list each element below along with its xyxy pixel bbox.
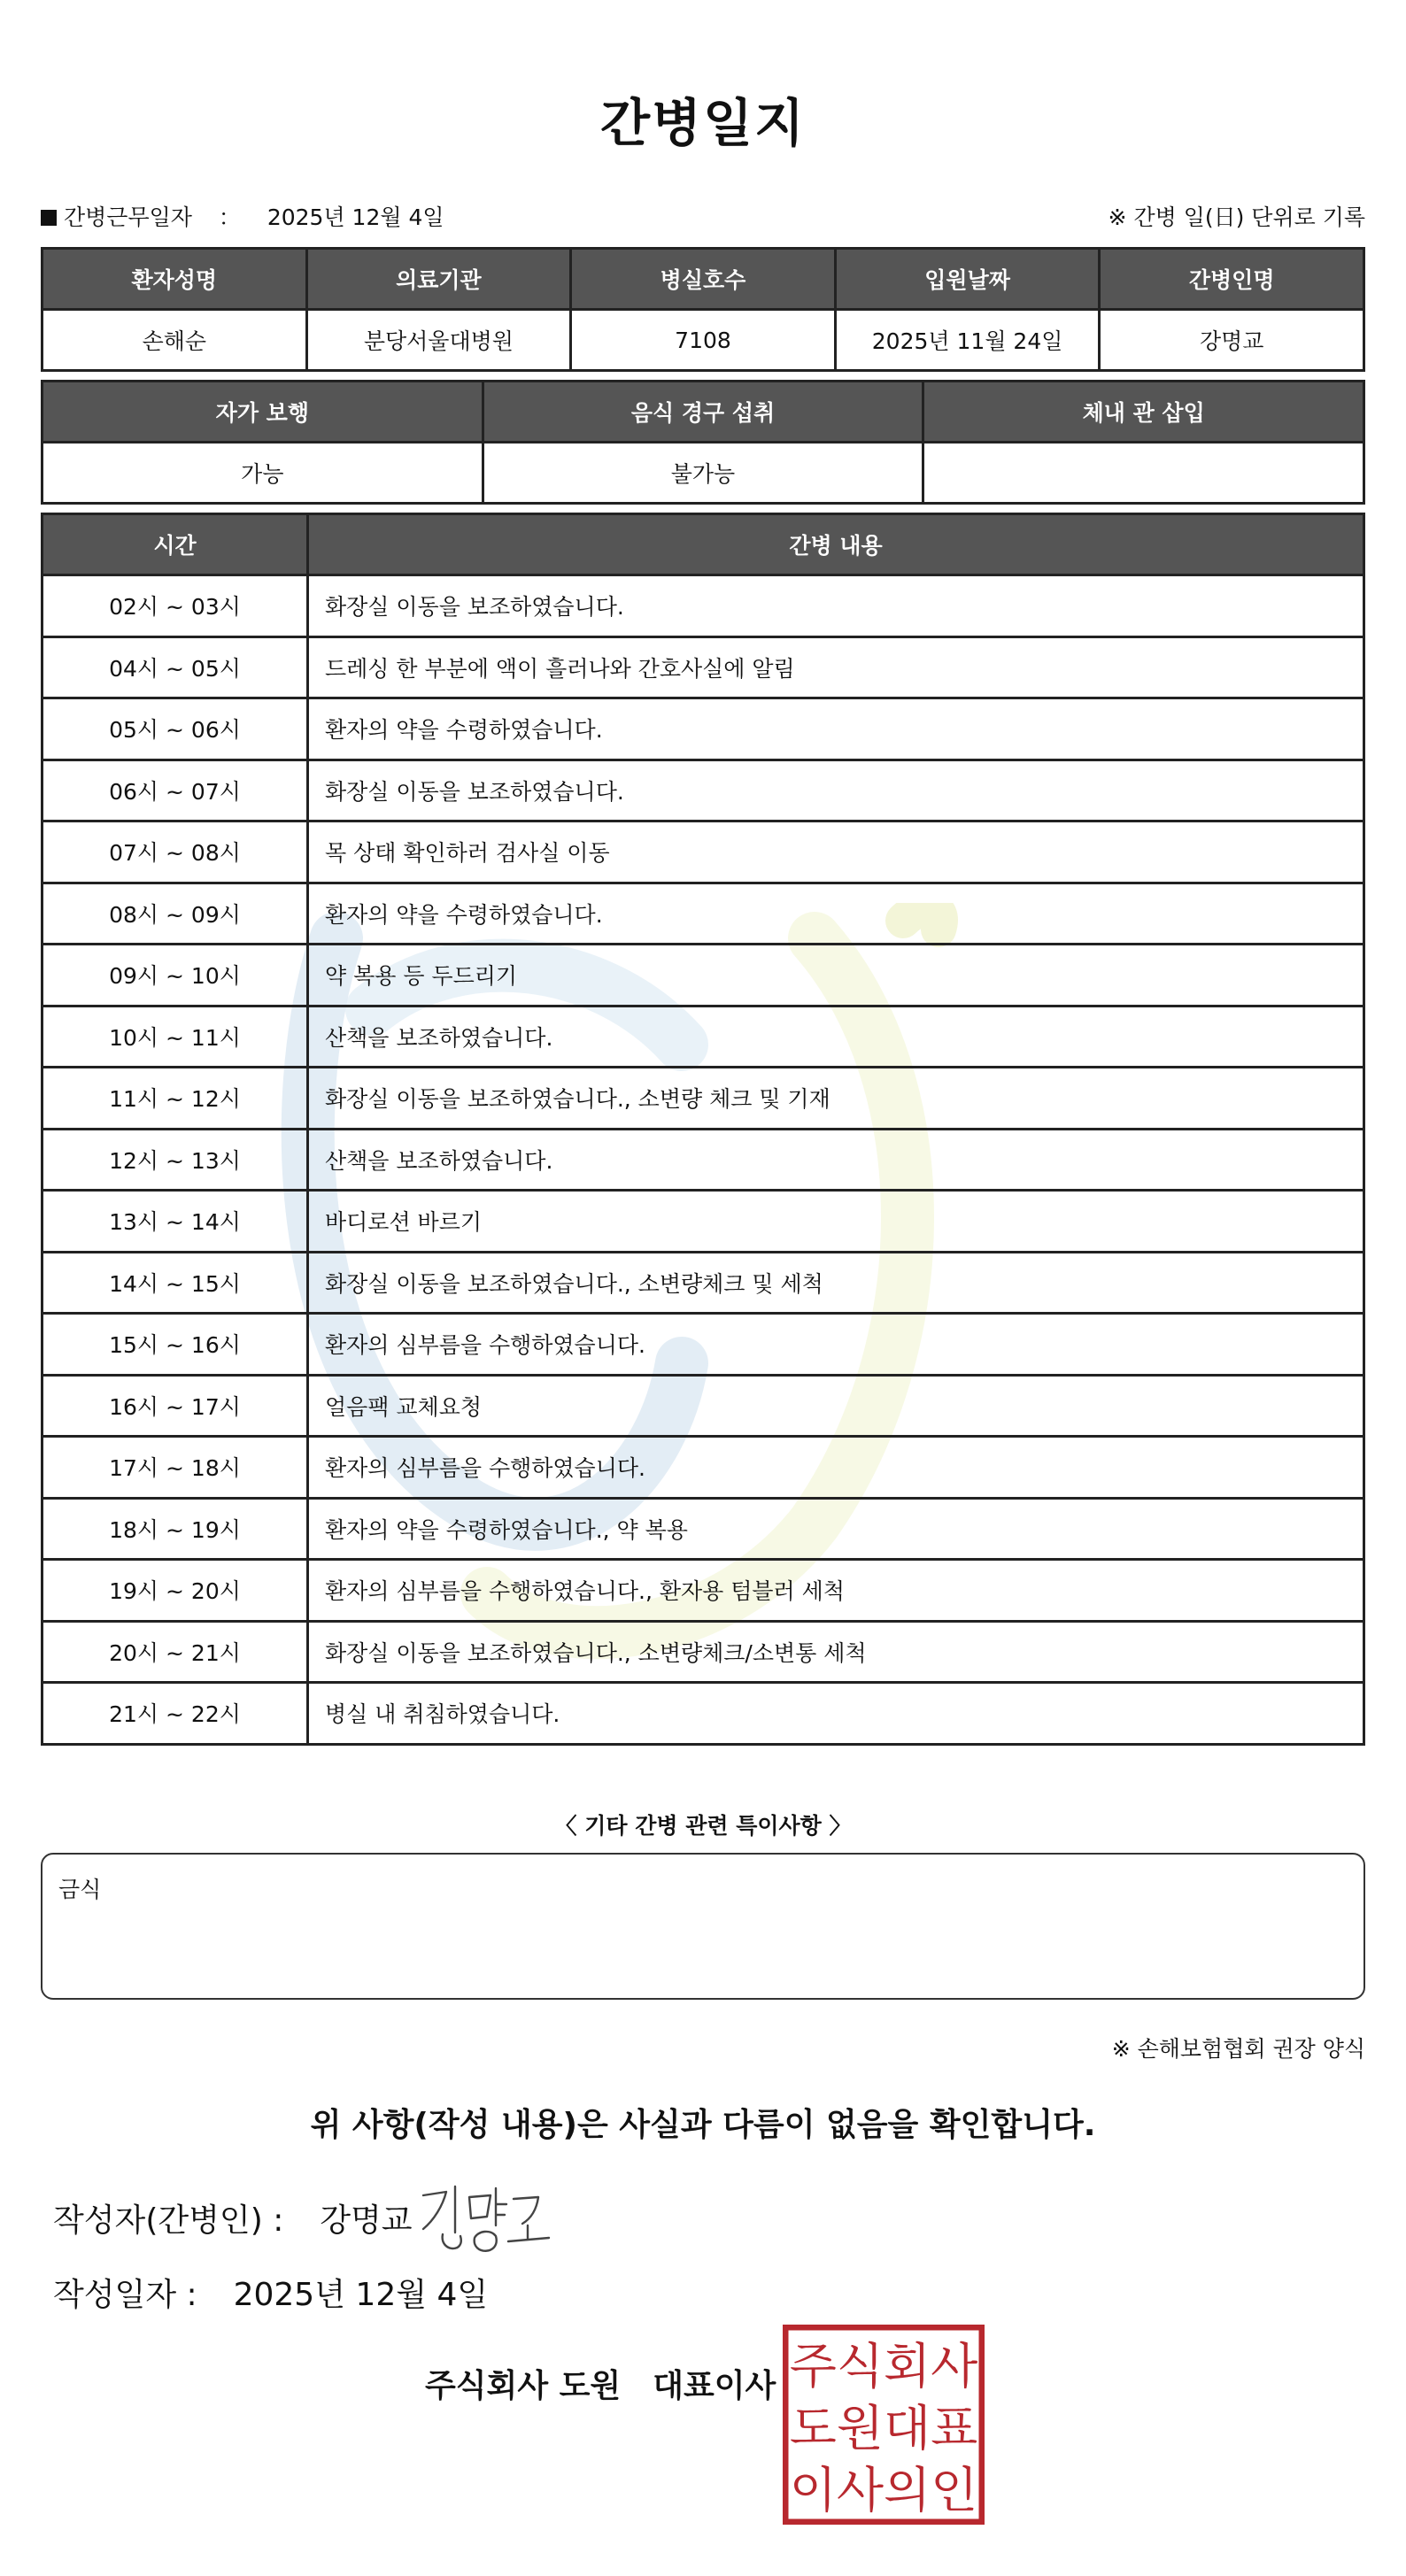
- log-time: 12시 ~ 13시: [42, 1129, 308, 1191]
- table-row: [42, 1314, 1364, 1376]
- recommendation-note: ※ 손해보험협회 권장 양식: [1111, 2036, 1365, 2062]
- header-patient-name: 환자성명: [42, 249, 307, 310]
- company-signature: [425, 2361, 776, 2406]
- written-date-label: 작성일자 :: [53, 2277, 197, 2313]
- room-number: 7108: [571, 310, 836, 371]
- log-content: 화장실 이동을 보조하였습니다., 소변량체크 및 세척: [308, 1252, 1364, 1314]
- document-title: 간병일지: [599, 93, 807, 153]
- patient-status-table: [41, 380, 1365, 505]
- company-name: 주식회사 도원: [425, 2368, 622, 2404]
- care-date-separator: ：: [218, 204, 241, 230]
- log-content: 바디로션 바르기: [308, 1191, 1364, 1253]
- care-date-label: 간병근무일자: [64, 204, 192, 230]
- log-time: 07시 ~ 08시: [42, 821, 308, 883]
- log-time: 10시 ~ 11시: [42, 1006, 308, 1068]
- log-time: 05시 ~ 06시: [42, 698, 308, 760]
- log-time: 08시 ~ 09시: [42, 883, 308, 945]
- log-time: 11시 ~ 12시: [42, 1068, 308, 1130]
- log-time: 16시 ~ 17시: [42, 1375, 308, 1437]
- table-row: [42, 636, 1364, 698]
- table-row: [42, 1437, 1364, 1499]
- seal-line-1: 주식회사: [789, 2338, 978, 2395]
- log-time: 06시 ~ 07시: [42, 760, 308, 821]
- log-time: 04시 ~ 05시: [42, 636, 308, 698]
- table-row: [42, 1252, 1364, 1314]
- log-content: 약 복용 등 두드리기: [308, 945, 1364, 1006]
- log-time: 02시 ~ 03시: [42, 575, 308, 637]
- patient-name: 손해순: [42, 310, 307, 371]
- table-row: [42, 1560, 1364, 1622]
- walking-status: 가능: [42, 443, 483, 504]
- record-unit-note: ※ 간병 일(日) 단위로 기록: [1108, 204, 1365, 230]
- header-tube-insertion: 체내 관 삽입: [923, 382, 1364, 443]
- header-caregiver-name: 간병인명: [1100, 249, 1364, 310]
- table-row: [42, 1191, 1364, 1253]
- header-room-number: 병실호수: [571, 249, 836, 310]
- hospital: 분당서울대병원: [306, 310, 571, 371]
- log-time: 19시 ~ 20시: [42, 1560, 308, 1622]
- log-content: 얼음팩 교체요청: [308, 1375, 1364, 1437]
- log-time: 13시 ~ 14시: [42, 1191, 308, 1253]
- log-content: 환자의 심부름을 수행하였습니다., 환자용 텀블러 세척: [308, 1560, 1364, 1622]
- writer-name: 강명교: [320, 2202, 413, 2239]
- special-notes-box: [41, 1853, 1365, 2000]
- header-admission-date: 입원날짜: [835, 249, 1100, 310]
- log-time: 14시 ~ 15시: [42, 1252, 308, 1314]
- special-notes-title: 〈 기타 간병 관련 특이사항 〉: [554, 1813, 852, 1839]
- table-row: [42, 1006, 1364, 1068]
- table-row: [42, 1129, 1364, 1191]
- special-notes-content: 금식: [58, 1877, 102, 1902]
- company-seal: [783, 2325, 985, 2525]
- log-content: 산책을 보조하였습니다.: [308, 1006, 1364, 1068]
- log-content: 화장실 이동을 보조하였습니다.: [308, 575, 1364, 637]
- table-row: [42, 945, 1364, 1006]
- log-content: 목 상태 확인하러 검사실 이동: [308, 821, 1364, 883]
- admission-date: 2025년 11월 24일: [835, 310, 1100, 371]
- log-content: 환자의 약을 수령하였습니다.: [308, 883, 1364, 945]
- header-time: 시간: [42, 514, 308, 575]
- written-date-line: [53, 2270, 488, 2315]
- care-date-value: 2025년 12월 4일: [267, 204, 444, 230]
- header-care-content: 간병 내용: [308, 514, 1364, 575]
- table-row: [42, 698, 1364, 760]
- log-time: 21시 ~ 22시: [42, 1683, 308, 1745]
- square-bullet-icon: [41, 210, 57, 226]
- written-date-value: 2025년 12월 4일: [233, 2277, 489, 2313]
- meta-row: [41, 200, 1365, 232]
- log-time: 20시 ~ 21시: [42, 1621, 308, 1683]
- log-content: 환자의 약을 수령하였습니다.: [308, 698, 1364, 760]
- log-content: 화장실 이동을 보조하였습니다., 소변량체크/소변통 세척: [308, 1621, 1364, 1683]
- caregiver-name: 강명교: [1100, 310, 1364, 371]
- log-content: 화장실 이동을 보조하였습니다., 소변량 체크 및 기재: [308, 1068, 1364, 1130]
- log-time: 15시 ~ 16시: [42, 1314, 308, 1376]
- table-row: [42, 883, 1364, 945]
- log-time: 17시 ~ 18시: [42, 1437, 308, 1499]
- writer-label: 작성자(간병인) :: [53, 2202, 284, 2239]
- table-row: [42, 1621, 1364, 1683]
- tube-insertion-status: [923, 443, 1364, 504]
- seal-line-3: 이사의인: [789, 2462, 978, 2518]
- table-row: [42, 821, 1364, 883]
- table-row: [42, 1498, 1364, 1560]
- log-time: 18시 ~ 19시: [42, 1498, 308, 1560]
- seal-line-2: 도원대표: [789, 2400, 978, 2456]
- log-content: 환자의 심부름을 수행하였습니다.: [308, 1314, 1364, 1376]
- representative-title: 대표이사: [653, 2368, 776, 2404]
- log-content: 환자의 심부름을 수행하였습니다.: [308, 1437, 1364, 1499]
- table-row: [42, 1068, 1364, 1130]
- care-date: [41, 200, 444, 232]
- log-content: 병실 내 취침하였습니다.: [308, 1683, 1364, 1745]
- patient-info-table: [41, 247, 1365, 372]
- header-hospital: 의료기관: [306, 249, 571, 310]
- log-content: 산책을 보조하였습니다.: [308, 1129, 1364, 1191]
- header-walking: 자가 보행: [42, 382, 483, 443]
- log-time: 09시 ~ 10시: [42, 945, 308, 1006]
- handwritten-signature: [416, 2179, 567, 2259]
- oral-intake-status: 불가능: [483, 443, 923, 504]
- table-row: [42, 1683, 1364, 1745]
- log-content: 드레싱 한 부분에 액이 흘러나와 간호사실에 알림: [308, 636, 1364, 698]
- log-content: 화장실 이동을 보조하였습니다.: [308, 760, 1364, 821]
- table-row: [42, 575, 1364, 637]
- confirmation-statement: 위 사항(작성 내용)은 사실과 다름이 없음을 확인합니다.: [310, 2107, 1096, 2143]
- table-row: [42, 760, 1364, 821]
- log-content: 환자의 약을 수령하였습니다., 약 복용: [308, 1498, 1364, 1560]
- writer-line: [53, 2195, 413, 2241]
- table-row: [42, 1375, 1364, 1437]
- header-oral-intake: 음식 경구 섭취: [483, 382, 923, 443]
- care-log-table: [41, 513, 1365, 1746]
